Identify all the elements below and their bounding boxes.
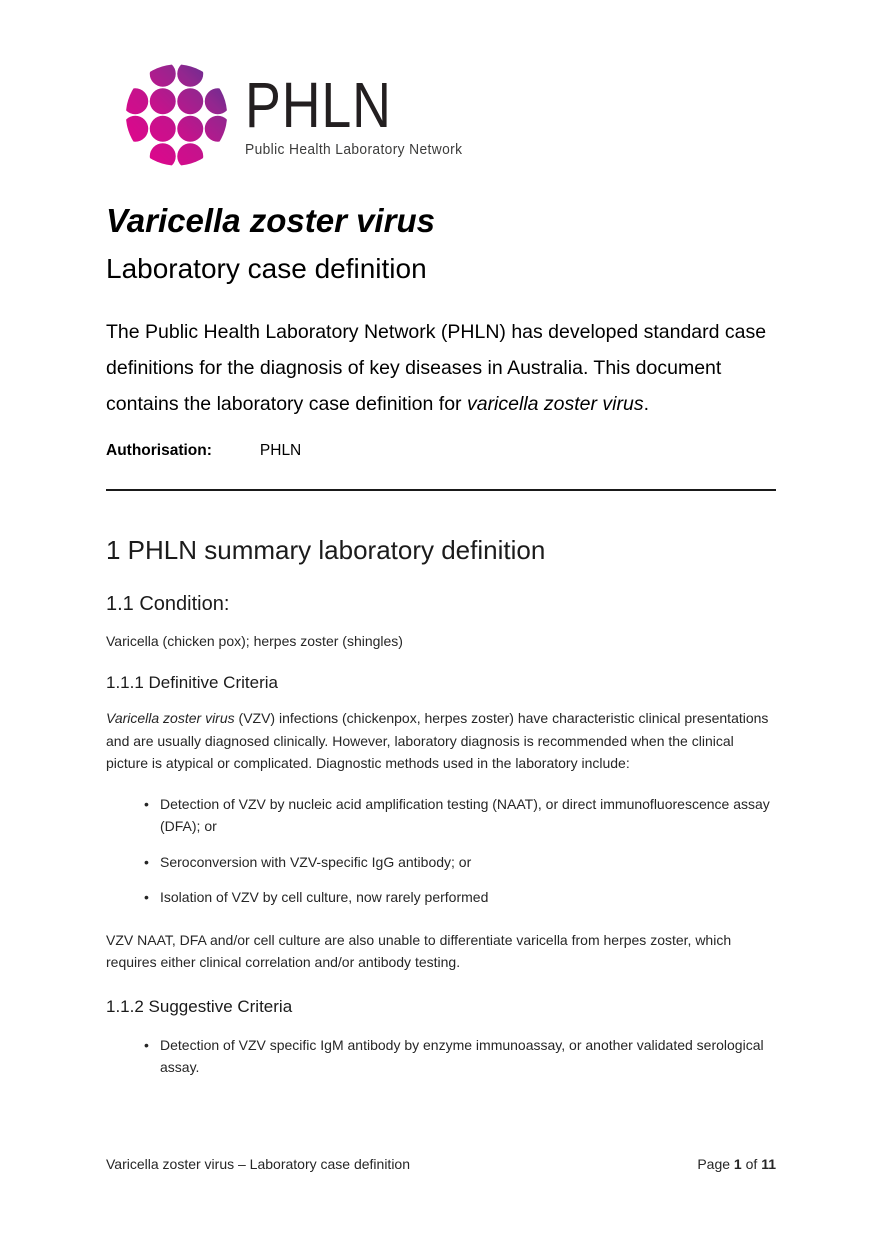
virus-name-italic: Varicella zoster virus — [106, 710, 235, 727]
phln-logo-text — [245, 68, 481, 158]
condition-text: Varicella (chicken pox); herpes zoster (shingles) — [106, 632, 403, 649]
phln-logo-ball-icon — [119, 60, 234, 170]
footer-page-label: Page — [697, 1156, 731, 1172]
bullet-icon — [106, 1034, 160, 1079]
intro-italic-term: varicella zoster virus — [466, 393, 644, 416]
section-1-heading: 1 PHLN summary laboratory definition — [106, 535, 546, 566]
intro-paragraph — [106, 314, 776, 422]
document-title: Varicella zoster virus — [106, 202, 435, 239]
list-item — [106, 1034, 776, 1079]
bullet-icon — [106, 851, 160, 874]
phln-logo-acronym: PHLN — [245, 68, 392, 141]
footer-of-label: of — [745, 1156, 758, 1172]
document-subtitle: Laboratory case definition — [106, 253, 427, 285]
list-item-text: Seroconversion with VZV-specific IgG antibody; or — [160, 853, 472, 870]
definitive-criteria-text: (VZV) infections (chickenpox, herpes zoster) have characteristic clinical presentations and are usually diagnosed clinically. However, laboratory diagnosis is recommended when the clinical picture is atypical or complicated. Diagnostic methods used in the laboratory include: — [106, 710, 769, 772]
bullet-icon — [106, 793, 160, 838]
definitive-criteria-closing: VZV NAAT, DFA and/or cell culture are also unable to differentiate varicella from herpes zoster, which requires either clinical correlation and/or antibody testing. — [106, 931, 732, 971]
suggestive-criteria-list — [106, 1034, 776, 1079]
section-1-1-1-heading: 1.1.1 Definitive Criteria — [106, 673, 278, 693]
section-1-1-heading: 1.1 Condition: — [106, 592, 230, 615]
definitive-criteria-list — [106, 793, 776, 909]
authorisation-label: Authorisation: — [106, 442, 212, 460]
phln-logo — [119, 0, 776, 170]
page-footer — [106, 1156, 776, 1172]
list-item-text: Detection of VZV by nucleic acid amplification testing (NAAT), or direct immunofluorescence assay (DFA); or — [160, 795, 770, 835]
bullet-icon — [106, 886, 160, 909]
footer-page-current: 1 — [733, 1156, 742, 1172]
authorisation-value: PHLN — [259, 442, 302, 460]
authorisation-row — [106, 442, 776, 460]
intro-text: The Public Health Laboratory Network (PHLN) has developed standard case definitions for the diagnosis of key diseases in Australia. This document contains the laboratory case definition for — [106, 321, 767, 416]
phln-logo-tagline: Public Health Laboratory Network — [245, 140, 463, 158]
section-1-1-2-heading: 1.1.2 Suggestive Criteria — [106, 996, 293, 1016]
list-item-text: Detection of VZV specific IgM antibody by enzyme immunoassay, or another validated serological assay. — [160, 1036, 764, 1076]
list-item — [106, 851, 776, 874]
divider-rule — [106, 489, 776, 491]
list-item-text: Isolation of VZV by cell culture, now rarely performed — [160, 889, 489, 906]
definitive-criteria-paragraph — [106, 707, 776, 775]
list-item — [106, 793, 776, 838]
footer-page-number — [697, 1156, 776, 1172]
intro-suffix: . — [643, 393, 650, 416]
footer-document-title: Varicella zoster virus – Laboratory case definition — [106, 1156, 411, 1172]
footer-page-total: 11 — [761, 1156, 776, 1172]
list-item — [106, 886, 776, 909]
